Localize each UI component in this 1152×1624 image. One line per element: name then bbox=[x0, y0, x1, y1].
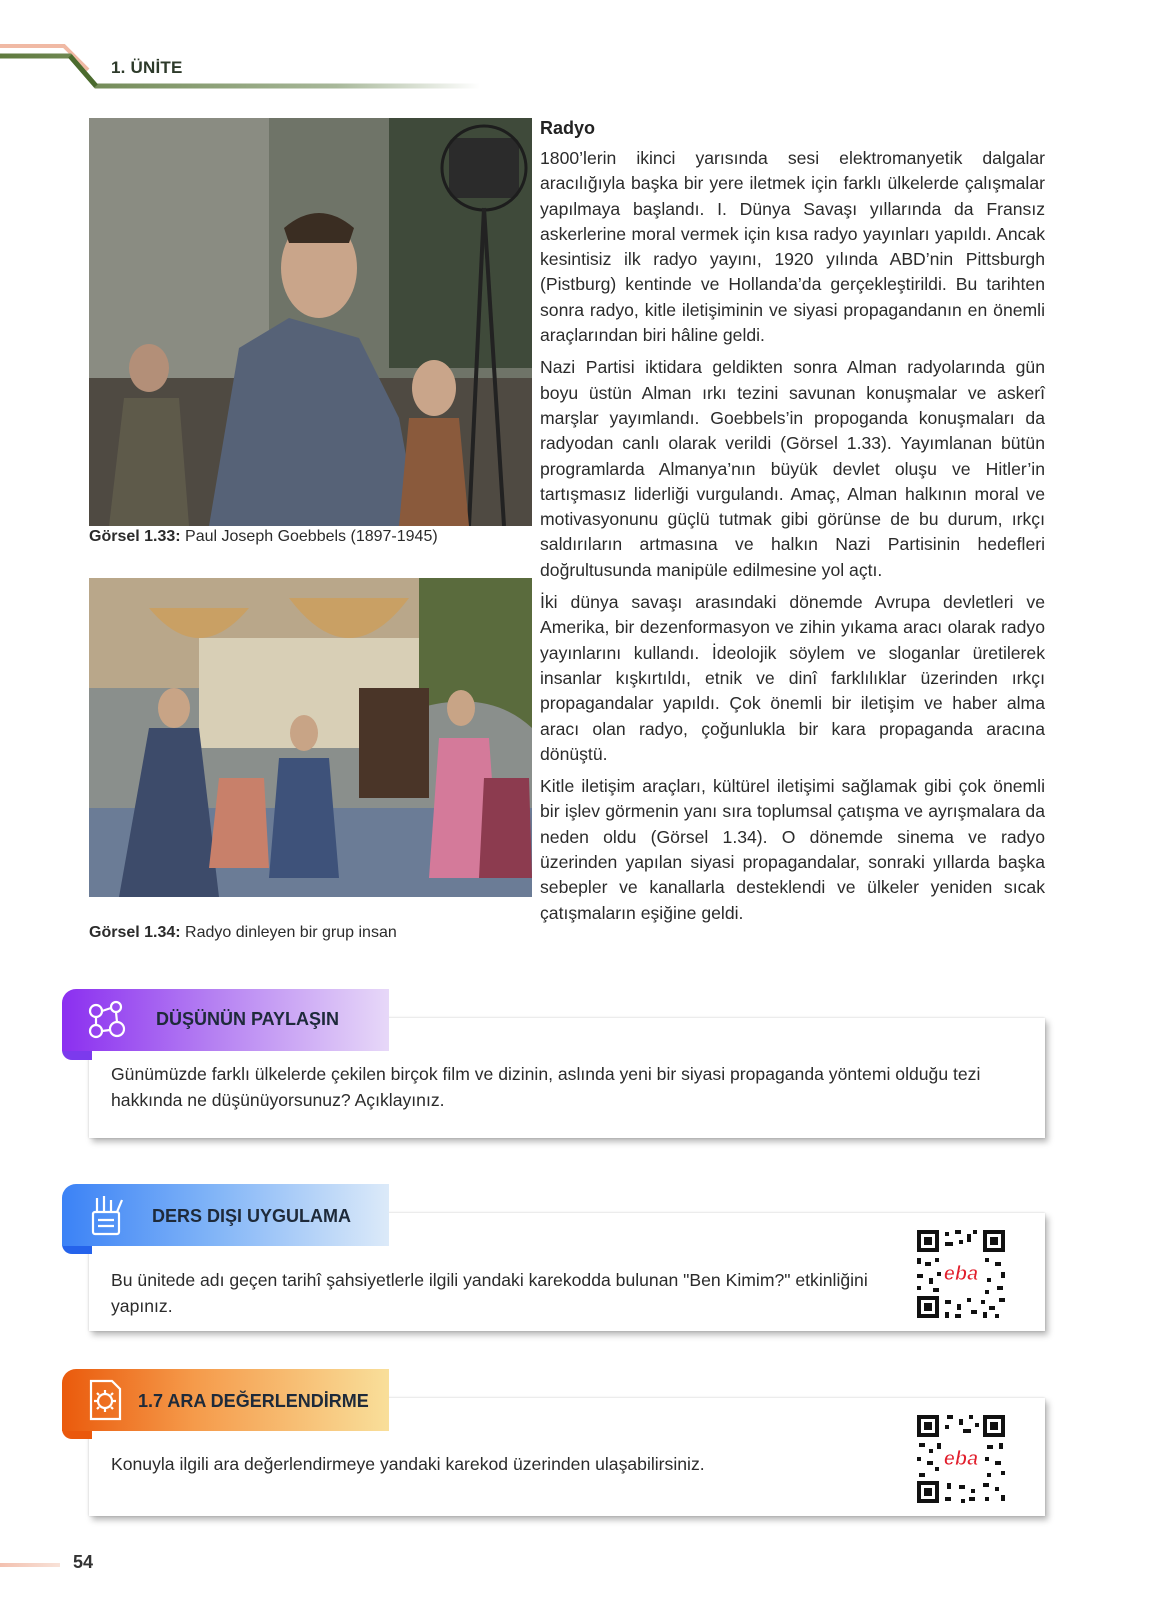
article-paragraph: Kitle iletişim araçları, kültürel iletişimi sağlamak gibi çok önemli bir işlev görmenin yanı sıra toplumsal çatışma ve ayrışmalara da neden oldu (Görsel 1.34). O dönemde sinema ve radyo üzerinden yapılan siyasi propagandalar, sonraki yıllarda başka sebepler ve kanallarla desteklendi ve ülkeler yeniden sıcak çatışmaların eşiğine geldi. bbox=[540, 776, 1045, 923]
interim-evaluation-tab bbox=[62, 1369, 389, 1431]
think-share-title: DÜŞÜNÜN PAYLAŞIN bbox=[156, 1009, 340, 1029]
think-share-text: Günümüzde farklı ülkelerde çekilen birçok film ve dizinin, aslında yeni bir siyasi propaganda yöntemi olduğu tezi hakkında ne düşünüyorsunuz? Açıklayınız. bbox=[111, 1064, 981, 1110]
figure-label: Görsel 1.34: bbox=[89, 924, 181, 941]
article-paragraph: 1800’lerin ikinci yarısında sesi elektromanyetik dalgalar aracılığıyla başka bir yere iletmek için farklı ülkelerde çalışmalar yapılmaya başlandı. I. Dünya Savaşı yıllarında da Fransız askerlerine moral vermek için kısa radyo yayınları yapıldı. Ancak kesintisiz ilk radyo yayını, 1920 yılında ABD’nin Pittsburgh (Pistburg) kentinde ve Hollanda’da gerçekleştirildi. Bu tarihten sonra radyo, kitle iletişiminin ve siyasi propagandanın en önemli araçlarından biri hâline geldi. bbox=[540, 148, 1045, 346]
article-paragraph: İki dünya savaşı arasındaki dönemde Avrupa devletleri ve Amerika, bir dezenformasyon ve zihin yıkama aracı olarak radyo yayınlarını kullandı. İdeolojik söylem ve sloganlar üretilerek insanlar kışkırtıldı, etnik ve dinî farklılıklar üzerinden ırkçı propagandalar yapıldı. Çok önemli bir iletişim ve haber alma aracı olan radyo, çoğunlukla bir kara propaganda aracına dönüştü. bbox=[540, 592, 1045, 764]
figure-label: Görsel 1.33: bbox=[89, 528, 181, 545]
extra-activity-title: DERS DIŞI UYGULAMA bbox=[152, 1206, 352, 1226]
think-share-tab bbox=[62, 989, 389, 1051]
interim-evaluation-text: Konuyla ilgili ara değerlendirmeye yandaki karekod üzerinden ulaşabilirsiniz. bbox=[111, 1454, 705, 1474]
extra-activity-text: Bu ünitede adı geçen tarihî şahsiyetlerle ilgili yandaki karekodda bulunan "Ben Kimim?" etkinliğini yapınız. bbox=[111, 1270, 868, 1316]
article-paragraph: Nazi Partisi iktidara geldikten sonra Alman radyolarında gün boyu üstün Alman ırkı tezini savunan konuşmalar ve askerî marşlar yayımlandı. Goebbels’in propoganda konuşmaları da radyodan canlı olarak verildi (Görsel 1.33). Yayımlanan bütün programlarda Almanya’nın büyük devlet oluşu ve Hitler’in tartışmasız liderliği vurgulandı. Amaç, Alman halkının moral ve motivasyonunu güçlü tutmak gibi görünse de bu durum, ırkçı saldırıların artmasına ve halkın Nazi Partisinin hedefleri doğrultusunda manipüle edilmesine yol açtı. bbox=[540, 357, 1045, 580]
figure-text: Radyo dinleyen bir grup insan bbox=[180, 924, 397, 941]
goebbels-photo bbox=[89, 118, 532, 526]
document-gear-icon bbox=[82, 1377, 128, 1423]
figure-text: Paul Joseph Goebbels (1897-1945) bbox=[180, 528, 438, 545]
radio-listeners-photo bbox=[89, 578, 532, 897]
svg-text:eba: eba bbox=[943, 1263, 979, 1285]
people-network-icon bbox=[84, 997, 130, 1043]
qr-code-extra-activity[interactable] bbox=[915, 1228, 1007, 1320]
article-title: Radyo bbox=[540, 118, 596, 138]
header-decoration bbox=[0, 40, 480, 100]
svg-text:eba: eba bbox=[943, 1448, 979, 1470]
footer-bar bbox=[0, 1563, 60, 1567]
interim-evaluation-title: 1.7 ARA DEĞERLENDİRME bbox=[138, 1391, 369, 1411]
pencil-cup-icon bbox=[84, 1192, 130, 1238]
radio-article bbox=[540, 118, 1045, 933]
page-number: 54 bbox=[73, 1552, 94, 1572]
qr-code-interim-evaluation[interactable] bbox=[915, 1413, 1007, 1505]
unit-label: 1. ÜNİTE bbox=[111, 58, 183, 77]
figure-1-33-caption bbox=[89, 528, 438, 546]
extra-activity-tab bbox=[62, 1184, 389, 1246]
figure-1-34-caption bbox=[89, 924, 397, 942]
